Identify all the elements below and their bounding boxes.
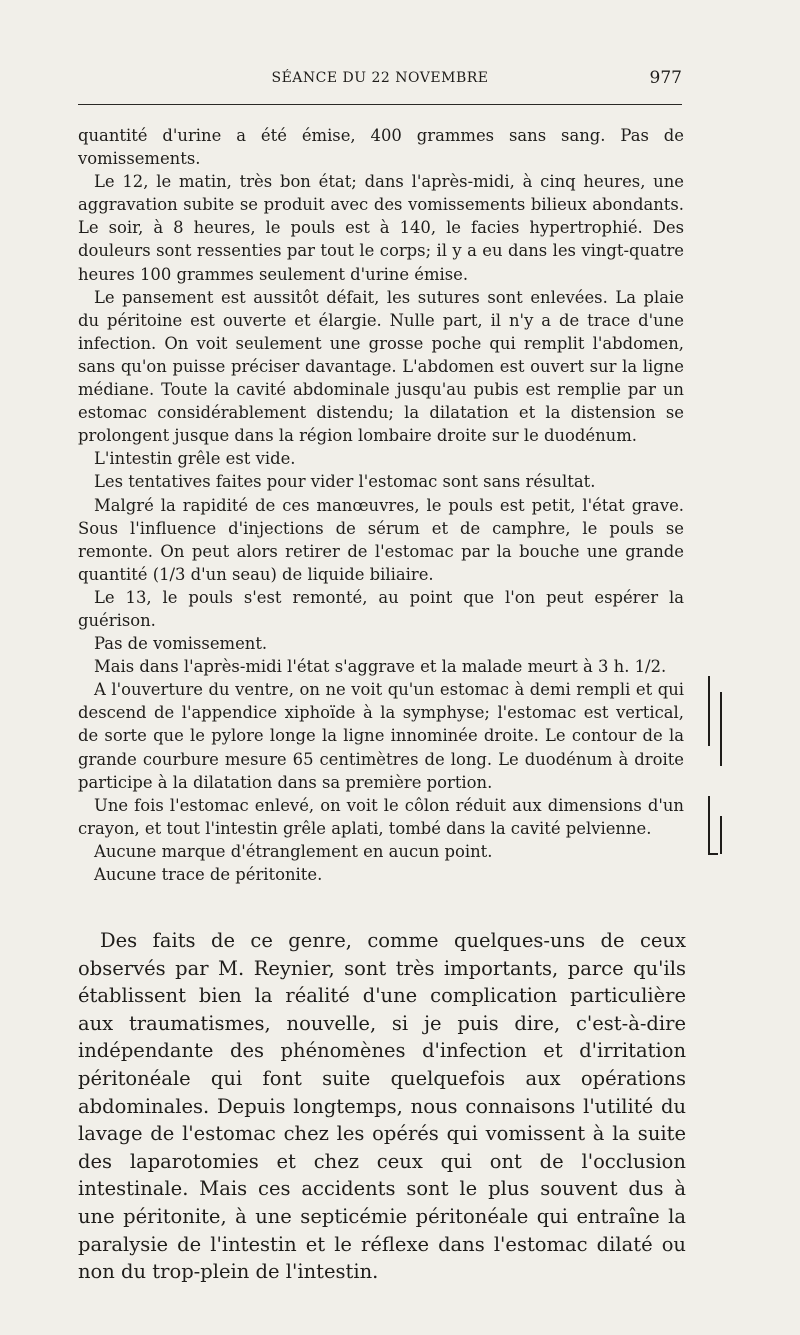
margin-mark xyxy=(708,796,710,854)
page-number: 977 xyxy=(649,68,682,88)
paragraph: Le 13, le pouls s'est remonté, au point que l'on peut espérer la guérison. xyxy=(78,587,684,630)
paragraph: Les tentatives faites pour vider l'estomac sont sans résultat. xyxy=(94,472,596,492)
margin-mark xyxy=(720,816,722,854)
paragraph: Des faits de ce genre, comme quelques-uns de ceux observés par M. Reynier, sont très importants, parce qu'ils établissent bien la réalité d'une complication particulière aux traumatismes, nouvelle, si je puis dire, c'est-à-dire indépendante des phénomènes d'infection et d'irritation péritonéale qui font suite quelquefois aux opérations abdominales. Depuis longtemps, nous connaisons l'utilité du lavage de l'estomac chez les opérés qui vomissent à la suite des laparotomies et chez ceux qui ont de l'occlusion intestinale. Mais ces accidents sont le plus souvent dus à une péritonite, à une septicémie péritonéale qui entraîne la paralysie de l'intestin et le réflexe dans l'estomac dilaté ou non du trop-plein de l'intestin. xyxy=(78,929,686,1284)
margin-mark xyxy=(720,692,722,766)
margin-mark xyxy=(708,853,718,855)
paragraph: L'intestin grêle est vide. xyxy=(94,449,296,469)
margin-annotation-marks xyxy=(700,676,740,866)
paragraph: Pas de vomissement. xyxy=(94,634,268,654)
paragraph: quantité d'urine a été émise, 400 grammes sans sang. Pas de vomissements. xyxy=(78,126,684,169)
paragraph: Mais dans l'après-midi l'état s'aggrave et la malade meurt à 3 h. 1/2. xyxy=(94,657,667,677)
case-report-text xyxy=(78,124,684,886)
paragraph: Une fois l'estomac enlevé, on voit le côlon réduit aux dimensions d'un crayon, et tout l'intestin grêle aplati, tombé dans la cavité pelvienne. xyxy=(78,795,684,838)
margin-mark xyxy=(708,676,710,746)
paragraph: Aucune marque d'étranglement en aucun point. xyxy=(94,841,493,861)
header-rule xyxy=(78,104,682,105)
page-header xyxy=(78,70,682,94)
paragraph: Malgré la rapidité de ces manœuvres, le pouls est petit, l'état grave. Sous l'influence d'injections de sérum et de camphre, le pouls se remonte. On peut alors retirer de l'estomac par la bouche une grande quantité (1/3 d'un seau) de liquide biliaire. xyxy=(78,495,684,584)
paragraph: Aucune trace de péritonite. xyxy=(94,865,323,884)
paragraph: Le pansement est aussitôt défait, les sutures sont enlevées. La plaie du péritoine est ouverte et élargie. Nulle part, il n'y a de trace d'une infection. On voit seulement une grosse poche qui remplit l'abdomen, sans qu'on puisse préciser davantage. L'abdomen est ouvert sur la ligne médiane. Toute la cavité abdominale jusqu'au pubis est remplie par un estomac considérablement distendu; la dilatation et la distension se prolongent jusque dans la région lombaire droite sur le duodénum. xyxy=(78,287,684,446)
running-head: SÉANCE DU 22 NOVEMBRE xyxy=(271,70,489,86)
commentary-text xyxy=(78,927,686,1286)
paragraph: A l'ouverture du ventre, on ne voit qu'un estomac à demi rempli et qui descend de l'appendice xiphoïde à la symphyse; l'estomac est vertical, de sorte que le pylore longe la ligne innominée droite. Le contour de la grande courbure mesure 65 centimètres de long. Le duodénum à droite participe à la dilatation dans sa première portion. xyxy=(78,680,684,792)
paragraph: Le 12, le matin, très bon état; dans l'après-midi, à cinq heures, une aggravation subite se produit avec des vomissements bilieux abondants. Le soir, à 8 heures, le pouls est à 140, le facies hypertrophié. Des douleurs sont ressenties par tout le corps; il y a eu dans les vingt-quatre heures 100 grammes seulement d'urine émise. xyxy=(78,172,684,284)
